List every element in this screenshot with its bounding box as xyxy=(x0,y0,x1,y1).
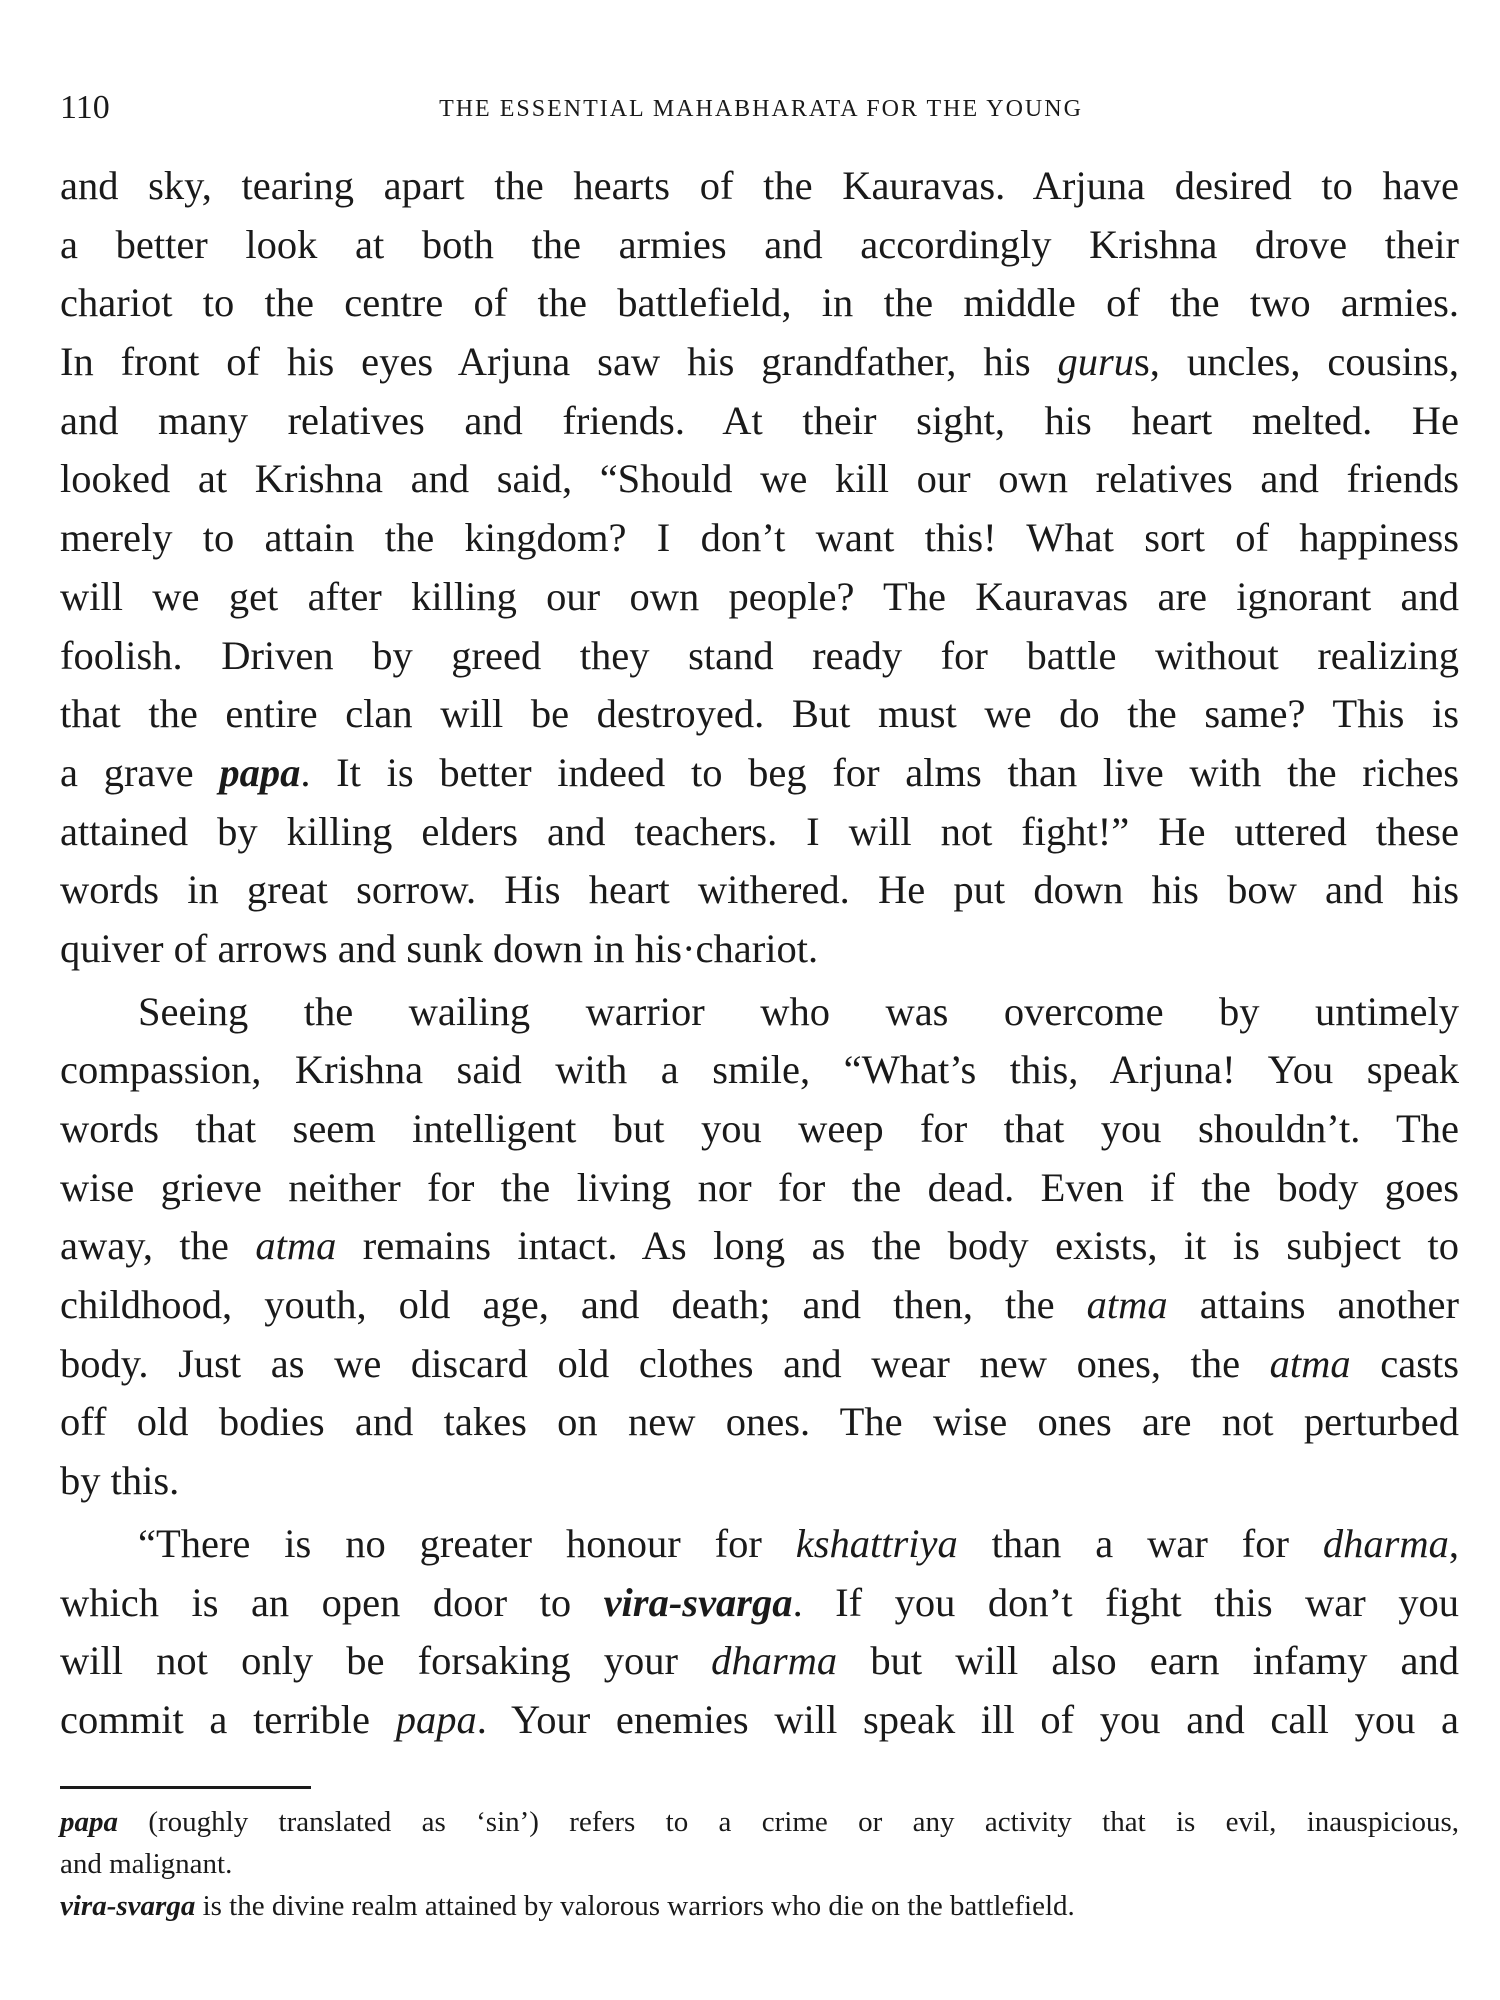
text-run: wise grieve neither for the living nor for the dead. Even if the body goes xyxy=(60,1164,1459,1210)
emphasized-term: atma xyxy=(1086,1282,1168,1328)
text-run: which is an open door to xyxy=(60,1579,604,1625)
emphasized-term: guru xyxy=(1057,339,1135,385)
text-run: is the divine realm attained by valorous warriors who die on the battlefield. xyxy=(195,1890,1075,1922)
text-run: chariot to the centre of the battlefield, in the middle of the two armies. xyxy=(60,280,1459,326)
body-line xyxy=(60,1393,1459,1452)
text-run: by this. xyxy=(60,1458,180,1504)
body-line xyxy=(60,1691,1459,1750)
emphasized-term: papa xyxy=(60,1806,118,1838)
body-line xyxy=(60,392,1459,451)
text-run: words that seem intelligent but you weep for that you shouldn’t. The xyxy=(60,1106,1459,1151)
footnote-rule xyxy=(60,1786,311,1789)
running-title: THE ESSENTIAL MAHABHARATA FOR THE YOUNG xyxy=(439,96,1083,122)
text-run: childhood, youth, old age, and death; and then, the xyxy=(60,1282,1087,1328)
body-line xyxy=(60,627,1459,686)
text-run: s, uncles, cousins, xyxy=(1134,339,1459,385)
body-line xyxy=(60,1100,1459,1159)
footnote-line xyxy=(60,1801,1459,1843)
text-run: attains another xyxy=(1167,1282,1459,1328)
body-line xyxy=(60,744,1459,803)
text-run: and sky, tearing apart the hearts of the Kauravas. Arjuna desired to have xyxy=(60,163,1459,208)
text-run: a better look at both the armies and accordingly Krishna drove their xyxy=(60,221,1459,267)
text-run: “There is no greater honour for xyxy=(138,1520,796,1566)
text-run: foolish. Driven by greed they stand ready for battle without realizing xyxy=(60,632,1459,678)
footnotes xyxy=(60,1801,1459,1927)
body-line xyxy=(60,1515,1459,1574)
body-text xyxy=(60,157,1459,1750)
body-line xyxy=(60,685,1459,744)
footnote-line xyxy=(60,1885,1459,1927)
body-line xyxy=(60,509,1459,568)
text-run: remains intact. As long as the body exists, it is subject to xyxy=(336,1223,1459,1269)
body-line xyxy=(60,1159,1459,1218)
body-line xyxy=(60,1632,1459,1691)
emphasized-term: vira-svarga xyxy=(60,1890,196,1922)
text-run: . It is better indeed to beg for alms than live with the riches xyxy=(300,749,1459,795)
body-line xyxy=(60,1041,1459,1100)
text-run: than a war for xyxy=(957,1520,1323,1566)
text-run: but will also earn infamy and xyxy=(837,1638,1459,1684)
text-run: Seeing the wailing warrior who was overcome by untimely xyxy=(138,988,1459,1034)
body-line xyxy=(60,157,1459,216)
emphasized-term: papa xyxy=(395,1696,477,1742)
body-line xyxy=(60,1452,1459,1511)
body-line xyxy=(60,216,1459,275)
text-run: . Your enemies will speak ill of you and call you a xyxy=(476,1696,1459,1742)
emphasized-term: vira-svarga xyxy=(603,1579,793,1625)
text-run: casts xyxy=(1350,1340,1459,1386)
text-run: will we get after killing our own people? The Kauravas are ignorant and xyxy=(60,573,1459,619)
text-run: that the entire clan will be destroyed. But must we do the same? This is xyxy=(60,691,1459,737)
text-run: commit a terrible xyxy=(60,1696,396,1742)
text-run: . If you don’t fight this war you xyxy=(792,1579,1460,1625)
text-run: (roughly translated as ‘sin’) refers to a crime or any activity that is evil, inauspicious, xyxy=(118,1806,1459,1838)
text-run: and many relatives and friends. At their sight, his heart melted. He xyxy=(60,397,1459,443)
body-line xyxy=(60,1335,1459,1394)
emphasized-term: papa xyxy=(219,749,301,795)
text-run: attained by killing elders and teachers. I will not fight!” He uttered these xyxy=(60,808,1459,854)
text-run: merely to attain the kingdom? I don’t want this! What sort of happiness xyxy=(60,515,1459,561)
text-run: In front of his eyes Arjuna saw his grandfather, his xyxy=(60,339,1058,385)
text-run: away, the xyxy=(60,1223,256,1269)
body-line xyxy=(60,450,1459,509)
emphasized-term: dharma xyxy=(711,1638,838,1684)
text-run: compassion, Krishna said with a smile, “What’s this, Arjuna! You speak xyxy=(60,1047,1459,1093)
emphasized-term: dharma xyxy=(1322,1520,1449,1566)
text-run: off old bodies and takes on new ones. The wise ones are not perturbed xyxy=(60,1399,1459,1445)
emphasized-term: atma xyxy=(1269,1340,1351,1386)
emphasized-term: atma xyxy=(255,1223,337,1269)
text-run: words in great sorrow. His heart withered. He put down his bow and his xyxy=(60,867,1459,913)
body-line xyxy=(60,1217,1459,1276)
text-run: , xyxy=(1448,1520,1460,1566)
body-line xyxy=(60,920,1459,979)
text-run: will not only be forsaking your xyxy=(60,1638,712,1684)
text-run: quiver of arrows and sunk down in his·chariot. xyxy=(60,925,819,971)
body-line xyxy=(60,861,1459,920)
text-run: and malignant. xyxy=(60,1848,233,1880)
body-line xyxy=(60,1574,1459,1633)
body-line xyxy=(60,983,1459,1042)
body-line xyxy=(60,333,1459,392)
text-run: a grave xyxy=(60,749,220,795)
emphasized-term: kshattriya xyxy=(795,1520,958,1566)
text-run: body. Just as we discard old clothes and wear new ones, the xyxy=(60,1340,1270,1386)
text-run: looked at Krishna and said, “Should we kill our own relatives and friends xyxy=(60,456,1459,502)
body-line xyxy=(60,568,1459,627)
body-line xyxy=(60,274,1459,333)
body-line xyxy=(60,1276,1459,1335)
footnote-line xyxy=(60,1843,1459,1885)
body-line xyxy=(60,803,1459,862)
page-number: 110 xyxy=(60,89,110,126)
